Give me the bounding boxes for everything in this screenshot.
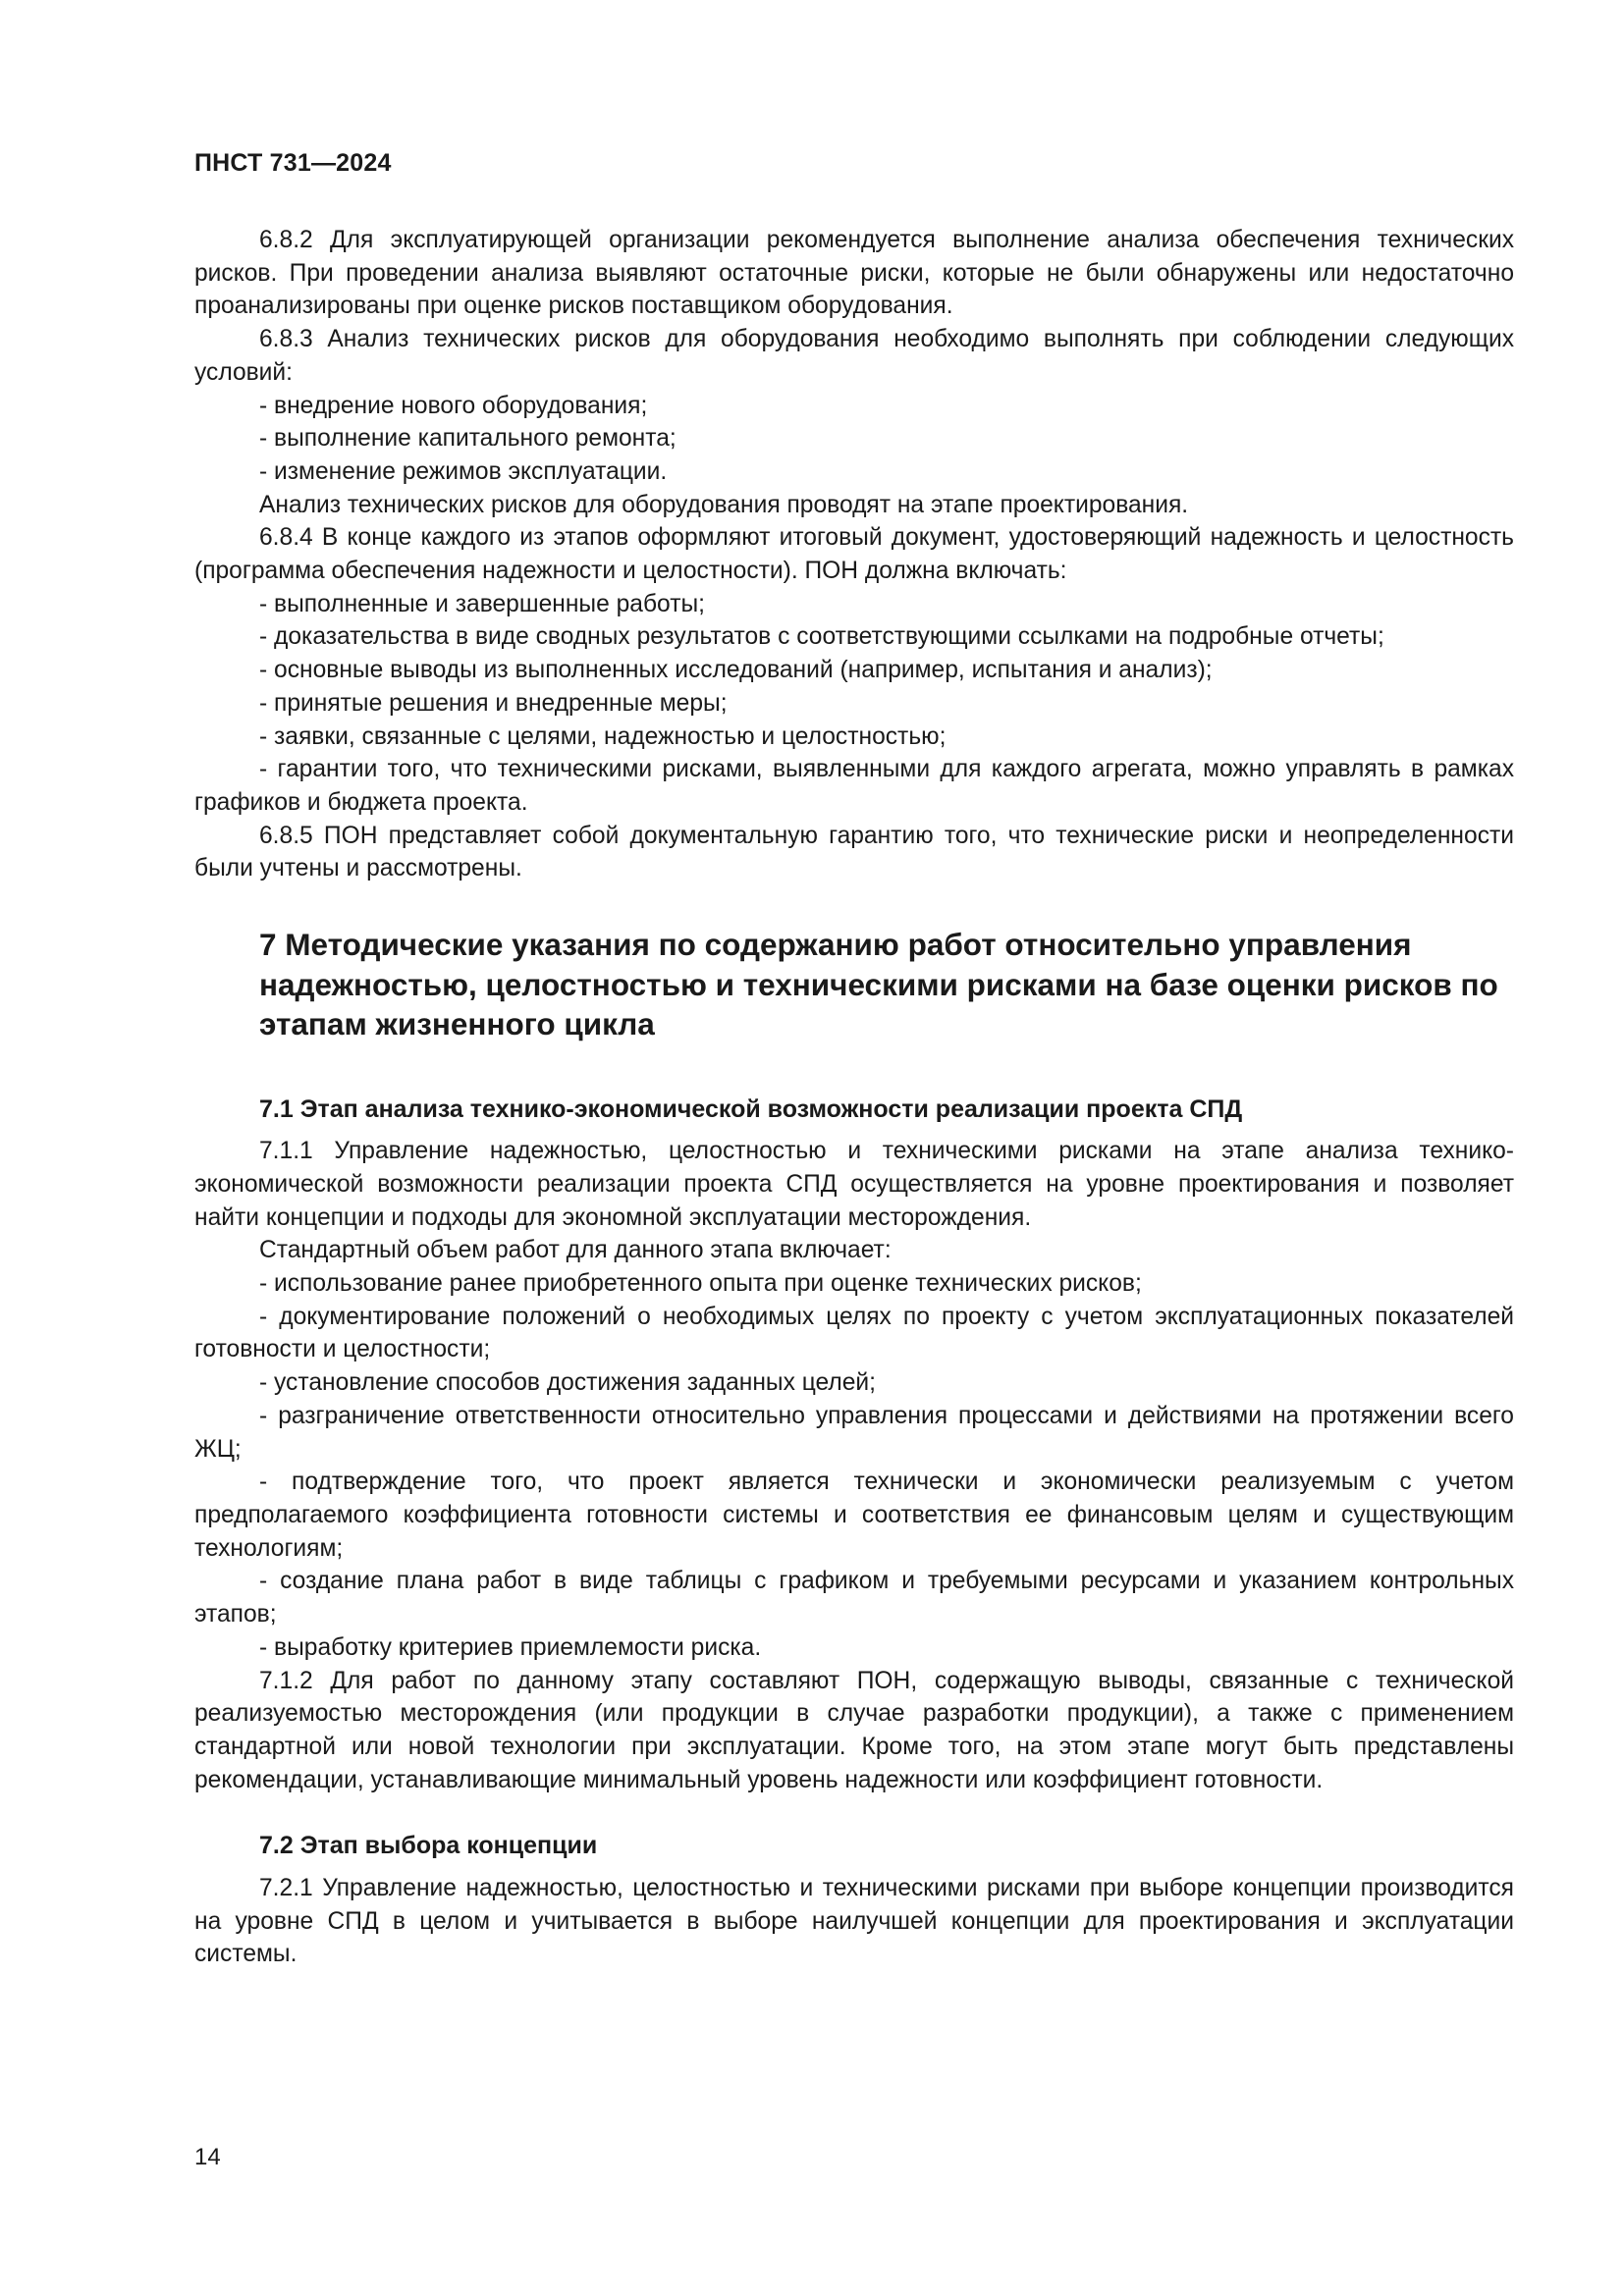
subsection-7-2 <box>194 1830 1514 1971</box>
list-item: - внедрение нового оборудования; <box>259 392 648 419</box>
paragraph-6-8-4: 6.8.4 В конце каждого из этапов оформляют итоговый документ, удостоверяющий надежность и целостность (программа обеспечения надежности и целостности). ПОН должна включать: <box>194 524 1514 585</box>
list-item: - документирование положений о необходимых целях по проекту с учетом эксплуатационных показателей готовности и целостности; <box>194 1303 1514 1363</box>
list-item: - изменение режимов эксплуатации. <box>259 457 668 485</box>
list-item: - выработку критериев приемлемости риска. <box>259 1633 762 1661</box>
page-content <box>194 224 1514 1971</box>
subsection-7-1 <box>194 1094 1514 1797</box>
paragraph-7-1-1: 7.1.1 Управление надежностью, целостностью и техническими рисками на этапе анализа технико-экономической возможности реализации проекта СПД осуществляется на уровне проектирования и позволяет найти концепции и подходы для экономной эксплуатации месторождения. <box>194 1138 1514 1231</box>
list-item: - разграничение ответственности относительно управления процессами и действиями на протяжении всего ЖЦ; <box>194 1402 1514 1463</box>
list-item: - основные выводы из выполненных исследований (например, испытания и анализ); <box>259 657 1213 684</box>
list-item: - гарантии того, что техническими рисками, выявленными для каждого агрегата, можно управлять в рамках графиков и бюджета проекта. <box>194 756 1514 816</box>
list-item: - подтверждение того, что проект является технически и экономически реализуемым с учетом предполагаемого коэффициента готовности системы и соответствия ее финансовым целям и существующим технологиям; <box>194 1468 1514 1562</box>
list-item: - установление способов достижения заданных целей; <box>259 1369 876 1397</box>
paragraph-analysis-note: Анализ технических рисков для оборудования проводят на этапе проектирования. <box>259 491 1189 518</box>
paragraph-scope-intro: Стандартный объем работ для данного этапа включает: <box>259 1237 892 1264</box>
section-7-title: 7 Методические указания по содержанию работ относительно управления надежностью, целостностью и техническими рисками на базе оценки рисков по этапам жизненного цикла <box>259 927 1498 1042</box>
list-item: - использование ранее приобретенного опыта при оценке технических рисков; <box>259 1270 1142 1298</box>
spacer <box>194 1796 1514 1830</box>
paragraph-6-8-5: 6.8.5 ПОН представляет собой документальную гарантию того, что технические риски и неопределенности были учтены и рассмотрены. <box>194 822 1514 882</box>
document-code-header: ПНСТ 731—2024 <box>194 149 392 177</box>
paragraph-6-8-2: 6.8.2 Для эксплуатирующей организации рекомендуется выполнение анализа обеспечения технических рисков. При проведении анализа выявляют остаточные риски, которые не были обнаружены или недостаточно проанализированы при оценке рисков поставщиком оборудования. <box>194 227 1514 320</box>
subsection-7-2-title: 7.2 Этап выбора концепции <box>259 1832 598 1860</box>
list-item: - выполнение капитального ремонта; <box>259 425 677 453</box>
list-item: - создание плана работ в виде таблицы с графиком и требуемыми ресурсами и указанием контрольных этапов; <box>194 1568 1514 1629</box>
list-item: - доказательства в виде сводных результатов с соответствующими ссылками на подробные отчеты; <box>259 623 1384 651</box>
paragraph-7-1-2: 7.1.2 Для работ по данному этапу составляют ПОН, содержащую выводы, связанные с технической реализуемостью месторождения (или продукции в случае разработки продукции), а также с применением стандартной или новой технологии при эксплуатации. Кроме того, на этом этапе могут быть представлены рекомендации, устанавливающие минимальный уровень надежности или коэффициент готовности. <box>194 1667 1514 1793</box>
list-item: - выполненные и завершенные работы; <box>259 590 705 617</box>
list-item: - заявки, связанные с целями, надежностью и целостностью; <box>259 722 947 750</box>
paragraph-6-8-3: 6.8.3 Анализ технических рисков для оборудования необходимо выполнять при соблюдении следующих условий: <box>194 326 1514 386</box>
page-number: 14 <box>194 2144 221 2170</box>
list-item: - принятые решения и внедренные меры; <box>259 689 728 717</box>
subsection-7-1-title: 7.1 Этап анализа технико-экономической возможности реализации проекта СПД <box>259 1095 1243 1123</box>
section-6-8-block <box>194 224 1514 885</box>
paragraph-7-2-1: 7.2.1 Управление надежностью, целостностью и техническими рисками при выборе концепции производится на уровне СПД в целом и учитывается в выборе наилучшей концепции для проектирования и эксплуатации системы. <box>194 1875 1514 1968</box>
